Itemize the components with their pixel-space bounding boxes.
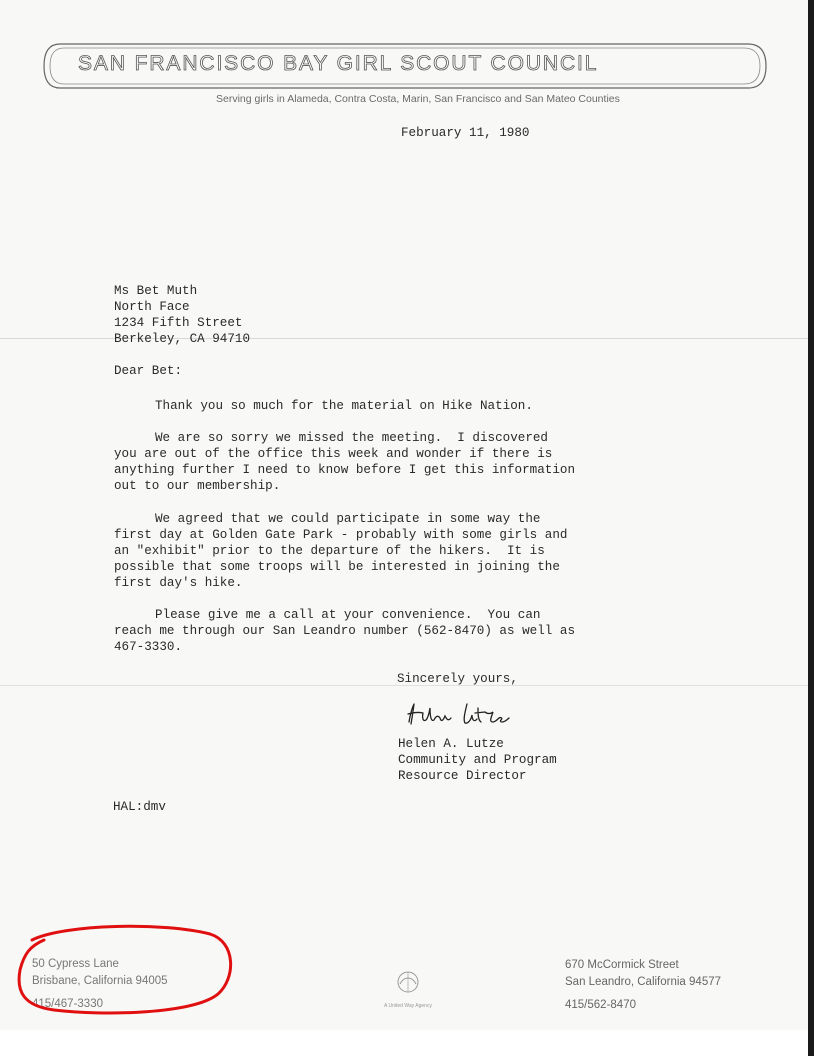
footer-left-city: Brisbane, California 94005	[32, 975, 168, 987]
paragraph-1-line-1: Thank you so much for the material on Hike Nation.	[155, 399, 533, 413]
paragraph-3-line-3: an "exhibit" prior to the departure of the hikers. It is	[114, 544, 545, 558]
letterhead-tagline: Serving girls in Alameda, Contra Costa, Marin, San Francisco and San Mateo Counties	[216, 93, 620, 105]
paragraph-4-line-2: reach me through our San Leandro number (562-8470) as well as	[114, 624, 576, 638]
paragraph-3-line-2: first day at Golden Gate Park - probably with some girls and	[114, 528, 568, 542]
footer-right-office	[565, 957, 721, 1014]
letterhead-organization: SAN FRANCISCO BAY GIRL SCOUT COUNCIL	[78, 52, 599, 75]
paragraph-2-line-3: anything further I need to know before I get this information	[114, 463, 576, 477]
united-way-logo	[386, 968, 430, 1008]
reference-initials: HAL:dmv	[113, 800, 166, 814]
footer-right-street: 670 McCormick Street	[565, 959, 679, 971]
signer-title-line-2: Resource Director	[398, 769, 527, 783]
recipient-city: Berkeley, CA 94710	[114, 332, 251, 346]
signer-title-line-1: Community and Program	[398, 753, 557, 767]
paragraph-4-line-3: 467-3330.	[114, 640, 183, 654]
red-circle-annotation	[14, 920, 234, 1020]
signer-name: Helen A. Lutze	[398, 737, 504, 751]
footer-left-phone: 415/467-3330	[32, 998, 103, 1010]
paragraph-2-line-4: out to our membership.	[114, 479, 281, 493]
scan-margin-bottom	[0, 1030, 814, 1056]
paragraph-3-line-4: possible that some troops will be interested in joining the	[114, 560, 560, 574]
paragraph-4-line-1: Please give me a call at your convenience. You can	[155, 608, 541, 622]
footer-right-phone: 415/562-8470	[565, 999, 636, 1011]
recipient-street: 1234 Fifth Street	[114, 316, 243, 330]
scan-edge-right	[808, 0, 814, 1056]
closing: Sincerely yours,	[397, 672, 518, 686]
agency-label: A United Way Agency	[384, 1003, 432, 1009]
paragraph-3-line-5: first day's hike.	[114, 576, 243, 590]
paragraph-3-line-1: We agreed that we could participate in some way the	[155, 512, 541, 526]
handwritten-signature	[405, 700, 535, 728]
salutation: Dear Bet:	[114, 364, 183, 378]
letter-date: February 11, 1980	[401, 126, 530, 140]
recipient-name: Ms Bet Muth	[114, 284, 198, 298]
paragraph-2-line-2: you are out of the office this week and wonder if there is	[114, 447, 553, 461]
footer-right-city: San Leandro, California 94577	[565, 976, 722, 988]
recipient-company: North Face	[114, 300, 190, 314]
paragraph-2-line-1: We are so sorry we missed the meeting. I discovered	[155, 431, 548, 445]
footer-left-street: 50 Cypress Lane	[32, 958, 119, 970]
